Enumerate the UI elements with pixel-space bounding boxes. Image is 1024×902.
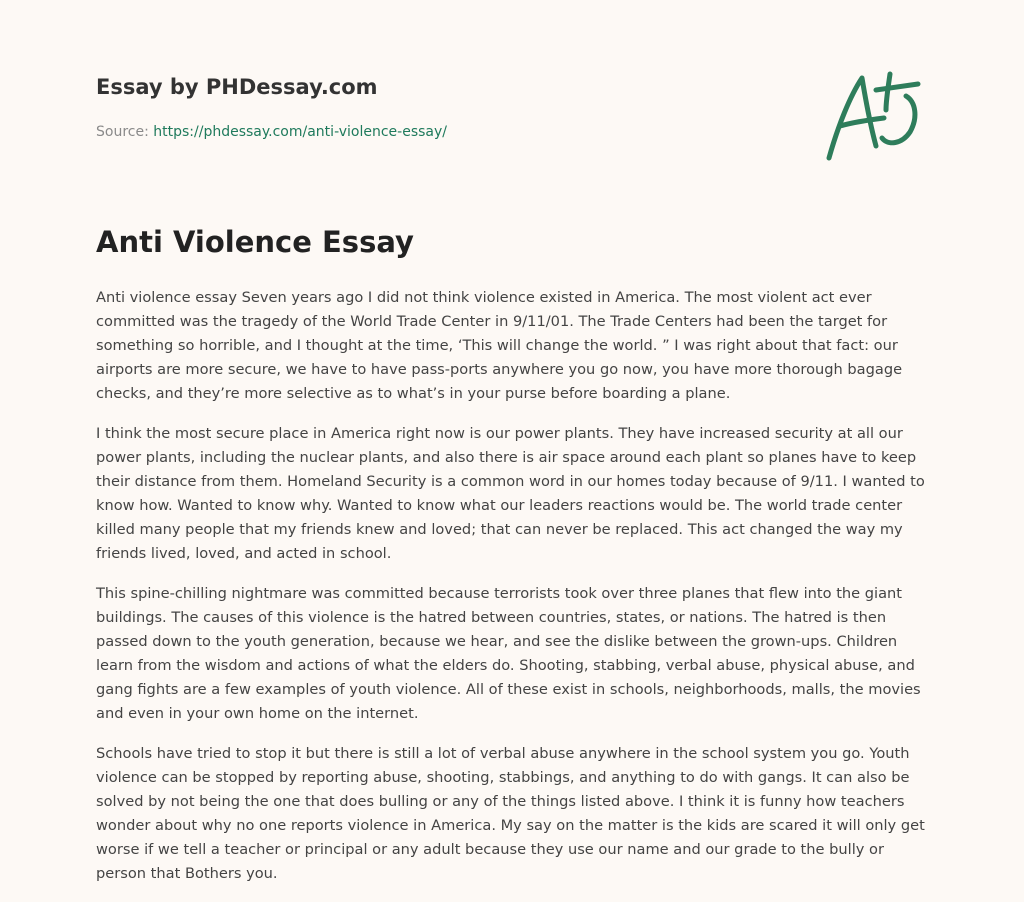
essay-title: Anti Violence Essay: [96, 225, 414, 259]
source-line: [96, 124, 447, 140]
essay-paragraph: Schools have tried to stop it but there is still a lot of verbal abuse anywhere in the school system you go. Youth violence can be stopped by reporting abuse, shooting, stabbings, and anything to do with gangs. It can also be solved by not being the one that does bulling or any of the things listed above. I think it is funny how teachers wonder about why no one reports violence in America. My say on the matter is the kids are scared it will only get worse if we tell a teacher or principal or any adult because they use our name and our grade to the bully or person that Bothers you.: [96, 745, 925, 882]
a-plus-logo-icon: [818, 66, 930, 166]
logo-plus-vertical: [886, 74, 890, 110]
essay-paragraph: This spine-chilling nightmare was committed because terrorists took over three planes that flew into the giant buildings. The causes of this violence is the hatred between countries, states, or nations. The hatred is then passed down to the youth generation, because we hear, and see the dislike between the grown-ups. Children learn from the wisdom and actions of what the elders do. Shooting, stabbing, verbal abuse, physical abuse, and gang fights are a few examples of youth violence. All of these exist in schools, neighborhoods, malls, the movies and even in your own home on the internet.: [96, 585, 921, 722]
site-title: Essay by PHDessay.com: [96, 75, 378, 99]
essay-paragraph: I think the most secure place in America right now is our power plants. They have increased security at all our power plants, including the nuclear plants, and also there is air space around each plant so planes have to keep their distance from them. Homeland Security is a common word in our homes today because of 9/11. I wanted to know how. Wanted to know why. Wanted to know what our leaders reactions would be. The world trade center killed many people that my friends knew and loved; that can never be replaced. This act changed the way my friends lived, loved, and acted in school.: [96, 425, 925, 562]
logo-letter-a-crossbar: [840, 118, 884, 126]
essay-body: [96, 286, 928, 902]
essay-paragraph: Anti violence essay Seven years ago I did not think violence existed in America. The most violent act ever committed was the tragedy of the World Trade Center in 9/11/01. The Trade Centers had been the target for something so horrible, and I thought at the time, ‘This will change the world. ” I was right about that fact: our airports are more secure, we have to have pass-ports anywhere you go now, you have more thorough bagage checks, and they’re more selective as to what’s in your purse before boarding a plane.: [96, 289, 903, 402]
source-link[interactable]: https://phdessay.com/anti-violence-essay/: [153, 124, 447, 140]
logo-plus-horizontal: [876, 84, 918, 90]
source-label: Source:: [96, 124, 149, 140]
